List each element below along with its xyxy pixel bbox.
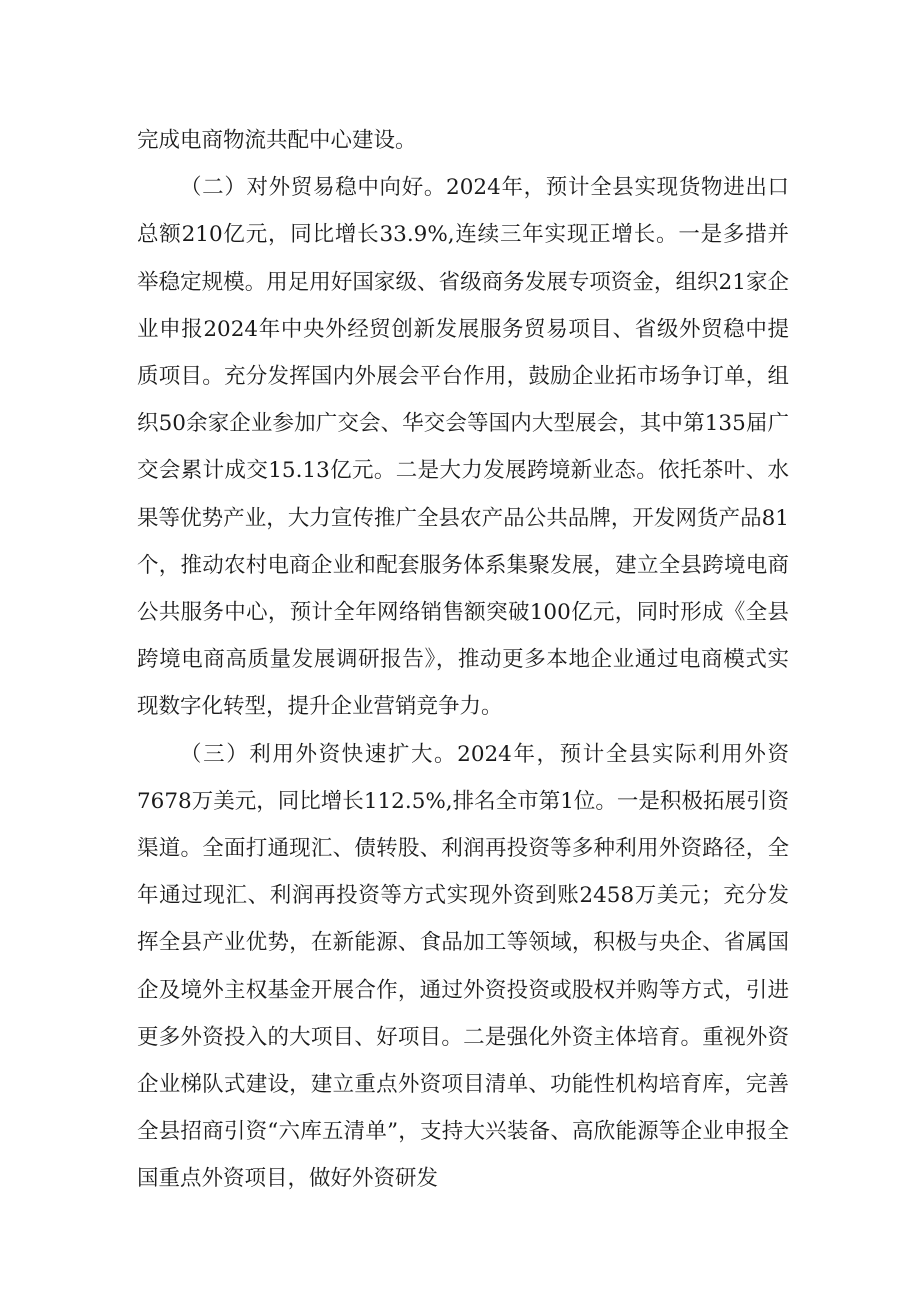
paragraph-foreign-trade: （二）对外贸易稳中向好。2024年，预计全县实现货物进出口总额210亿元，同比增长33.9%,连续三年实现正增长。一是多措并举稳定规模。用足用好国家级、省级商务发展专项资金，组织21家企业申报2024年中央外经贸创新发展服务贸易项目、省级外贸稳中提质项目。充分发挥国内外展会平台作用，鼓励企业拓市场争订单，组织50余家企业参加广交会、华交会等国内大型展会，其中第135届广交会累计成交15.13亿元。二是大力发展跨境新业态。依托茶叶、水果等优势产业，大力宣传推广全县农产品公共品牌，开发网货产品81个，推动农村电商企业和配套服务体系集聚发展，建立全县跨境电商公共服务中心，预计全年网络销售额突破100亿元，同时形成《全县跨境电商高质量发展调研报告》，推动更多本地企业通过电商模式实现数字化转型，提升企业营销竞争力。 bbox=[137, 175, 789, 720]
paragraph-foreign-investment: （三）利用外资快速扩大。2024年，预计全县实际利用外资7678万美元，同比增长112.5%,排名全市第1位。一是积极拓展引资渠道。全面打通现汇、债转股、利润再投资等多种利用外资路径，全年通过现汇、利润再投资等方式实现外资到账2458万美元；充分发挥全县产业优势，在新能源、食品加工等领域，积极与央企、省属国企及境外主权基金开展合作，通过外资投资或股权并购等方式，引进更多外资投入的大项目、好项目。二是强化外资主体培育。重视外资企业梯队式建设，建立重点外资项目清单、功能性机构培育库，完善全县招商引资“六库五清单”，支持大兴装备、高欣能源等企业申报全国重点外资项目，做好外资研发 bbox=[137, 741, 789, 1192]
document-body bbox=[137, 117, 789, 1203]
paragraph-continuation: 完成电商物流共配中心建设。 bbox=[137, 128, 417, 153]
